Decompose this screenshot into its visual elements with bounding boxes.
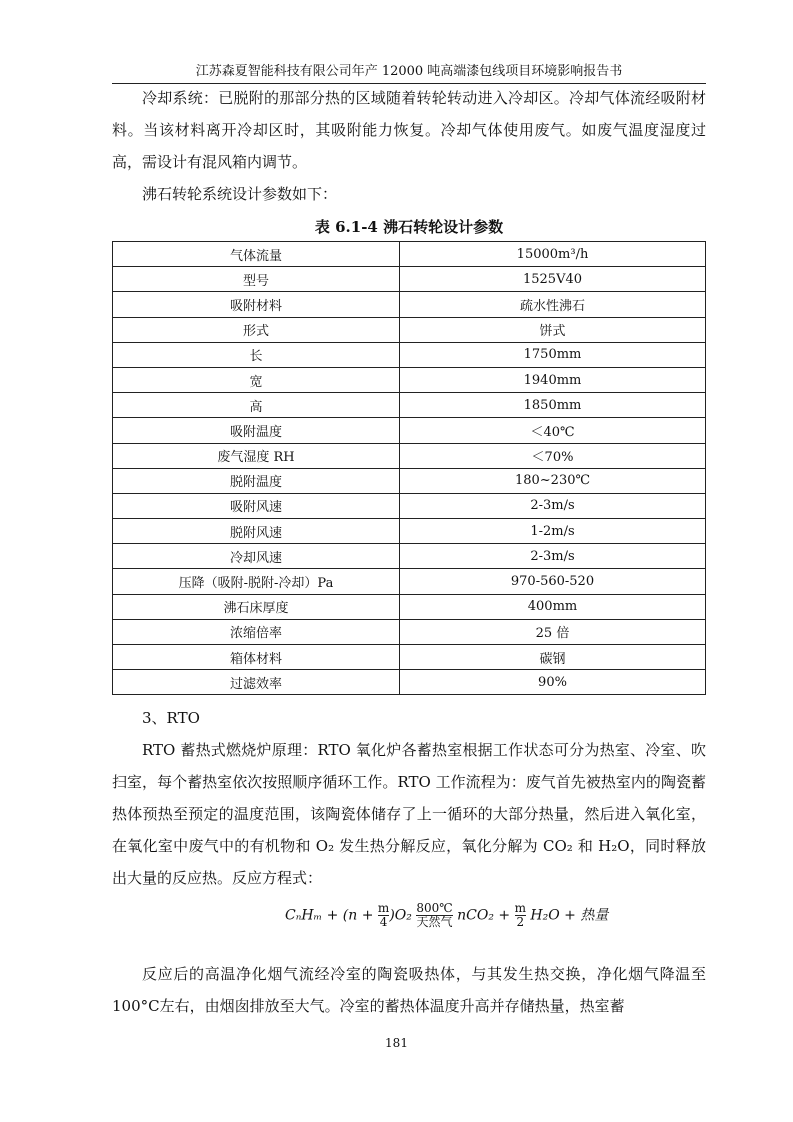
paragraph-after: 反应后的高温净化烟气流经冷室的陶瓷吸热体，与其发生热交换，净化烟气降温至 100°C左右，由烟囱排放至大气。冷室的蓄热体温度升高并存储热量，热室蓄: [112, 965, 706, 1015]
table-row: [113, 443, 706, 468]
table-row: [113, 468, 706, 493]
param-name: 吸附风速: [113, 493, 400, 518]
param-value: 1-2m/s: [400, 519, 706, 544]
eq-condition-temp: 800℃: [416, 901, 453, 915]
param-name: 压降（吸附-脱附-冷却）Pa: [113, 569, 400, 594]
table-row: [113, 670, 706, 695]
section-heading: 3、RTO: [142, 709, 200, 727]
table-row: [113, 342, 706, 367]
table-row: [113, 619, 706, 644]
param-name: 吸附温度: [113, 418, 400, 443]
param-value: 180~230℃: [400, 468, 706, 493]
table-row: [113, 569, 706, 594]
table-row: [113, 393, 706, 418]
eq-o2: )O₂: [389, 907, 412, 924]
param-name: 冷却风速: [113, 544, 400, 569]
table-row: [113, 544, 706, 569]
param-name: 宽: [113, 367, 400, 392]
table-row: [113, 519, 706, 544]
param-value: 970-560-520: [400, 569, 706, 594]
param-name: 脱附温度: [113, 468, 400, 493]
param-value: 1750mm: [400, 342, 706, 367]
table-row: [113, 317, 706, 342]
paragraph-rto: RTO 蓄热式燃烧炉原理：RTO 氧化炉各蓄热室根据工作状态可分为热室、冷室、吹扫室，每个蓄热室依次按照顺序循环工作。RTO 工作流程为：废气首先被热室内的陶瓷蓄热体预热至预定的温度范围，该陶瓷体储存了上一循环的大部分热量，然后进入氧化室，在氧化室中废气中的有机物和 O₂ 发生热分解反应，氧化分解为 CO₂ 和 H₂O，同时释放出大量的反应热。反应方程式：: [112, 741, 706, 887]
param-name: 吸附材料: [113, 292, 400, 317]
table-caption: 表 6.1-4 沸石转轮设计参数: [314, 218, 504, 236]
param-value: ＜40℃: [400, 418, 706, 443]
param-value: 疏水性沸石: [400, 292, 706, 317]
paragraph-cooling: 冷却系统：已脱附的那部分热的区域随着转轮转动进入冷却区。冷却气体流经吸附材料。当该材料离开冷却区时，其吸附能力恢复。冷却气体使用废气。如废气温度湿度过高，需设计有混风箱内调节。: [112, 89, 706, 171]
param-value: 碳钢: [400, 645, 706, 670]
param-value: 25 倍: [400, 619, 706, 644]
eq-rhs2: H₂O + 热量: [525, 907, 609, 924]
param-name: 形式: [113, 317, 400, 342]
param-name: 浓缩倍率: [113, 619, 400, 644]
param-name: 脱附风速: [113, 519, 400, 544]
param-value: ＜70%: [400, 443, 706, 468]
param-value: 2-3m/s: [400, 544, 706, 569]
param-value: 2-3m/s: [400, 493, 706, 518]
table-row: [113, 493, 706, 518]
table-row: [113, 418, 706, 443]
param-name: 高: [113, 393, 400, 418]
param-name: 型号: [113, 267, 400, 292]
eq-den2: 2: [516, 915, 525, 929]
table-row: [113, 292, 706, 317]
table-row: [113, 645, 706, 670]
table-row: [113, 267, 706, 292]
param-value: 90%: [400, 670, 706, 695]
running-header: 江苏森夏智能科技有限公司年产 12000 吨高端漆包线项目环境影响报告书: [112, 60, 706, 84]
eq-num2: m: [514, 901, 526, 915]
eq-den: 4: [379, 915, 388, 929]
eq-num: m: [377, 901, 390, 915]
param-name: 箱体材料: [113, 645, 400, 670]
paragraph-intro: 沸石转轮系统设计参数如下：: [142, 185, 338, 203]
param-value: 1850mm: [400, 393, 706, 418]
param-name: 沸石床厚度: [113, 594, 400, 619]
table-row: [113, 367, 706, 392]
param-name: 过滤效率: [113, 670, 400, 695]
table-row: [113, 242, 706, 267]
param-value: 400mm: [400, 594, 706, 619]
param-value: 饼式: [400, 317, 706, 342]
table-row: [113, 594, 706, 619]
parameter-table: [112, 241, 706, 695]
param-name: 废气湿度 RH: [113, 443, 400, 468]
eq-rhs1: nCO₂ +: [452, 907, 515, 924]
page-number: 181: [385, 1036, 408, 1050]
param-value: 1525V40: [400, 267, 706, 292]
param-name: 长: [113, 342, 400, 367]
eq-lhs: CₙHₘ + (n +: [285, 907, 378, 924]
eq-condition-fuel: 天然气: [416, 915, 453, 929]
param-name: 气体流量: [113, 242, 400, 267]
reaction-equation: [285, 902, 608, 929]
param-value: 1940mm: [400, 367, 706, 392]
param-value: 15000m³/h: [400, 242, 706, 267]
